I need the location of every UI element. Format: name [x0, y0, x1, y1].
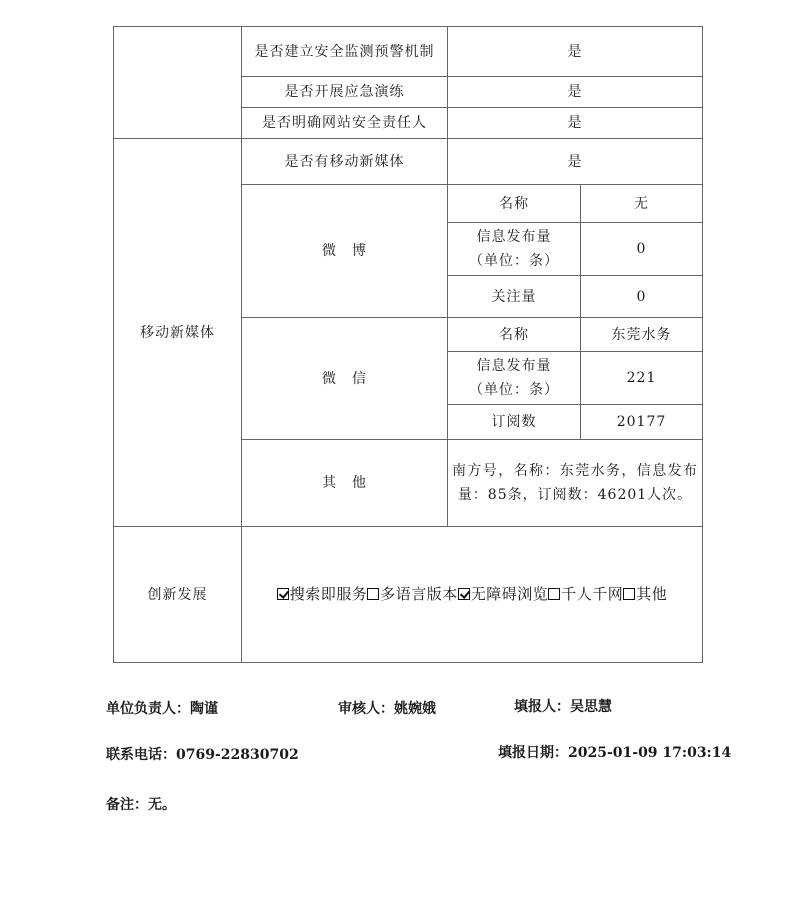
weibo-publish-value: 0 — [581, 223, 703, 276]
innovation-options — [242, 527, 703, 663]
wechat-subscribe-value: 20177 — [581, 405, 703, 440]
weibo-name-label: 名称 — [448, 185, 581, 223]
weibo-follow-label: 关注量 — [448, 276, 581, 318]
wechat-publish-label-line2: （单位：条） — [469, 382, 559, 398]
fill-date: 填报日期：2025-01-09 17:03:14 — [498, 745, 732, 761]
other-media-value: 南方号，名称：东莞水务，信息发布量：85条，订阅数：46201人次。 — [448, 440, 703, 527]
responsible-person: 单位负责人：陶谨 — [106, 701, 218, 717]
responsible-person-label: 是否明确网站安全责任人 — [242, 108, 448, 139]
remark: 备注：无。 — [106, 797, 176, 813]
drill-value: 是 — [448, 77, 703, 108]
has-mobile-media-value: 是 — [448, 139, 703, 185]
wechat-subscribe-label: 订阅数 — [448, 405, 581, 440]
table-row — [114, 527, 703, 663]
wechat-name-label: 名称 — [448, 318, 581, 352]
responsible-person-value: 是 — [448, 108, 703, 139]
table-row — [114, 139, 703, 185]
has-mobile-media-label: 是否有移动新媒体 — [242, 139, 448, 185]
monitoring-label: 是否建立安全监测预警机制 — [242, 27, 448, 77]
option-accessibility: 无障碍浏览 — [470, 585, 549, 603]
checkbox-other[interactable] — [623, 588, 635, 600]
weibo-publish-label-line2: （单位：条） — [469, 253, 559, 269]
form-filler: 填报人：吴思慧 — [514, 699, 612, 715]
wechat-label: 微 信 — [242, 318, 448, 440]
report-table — [113, 26, 703, 663]
wechat-publish-label — [448, 352, 581, 405]
option-personalized: 千人千网 — [561, 585, 624, 603]
wechat-publish-label-line1: 信息发布量 — [476, 358, 552, 374]
weibo-label: 微 博 — [242, 185, 448, 318]
table-row — [114, 27, 703, 77]
mobile-media-section-label: 移动新媒体 — [114, 139, 242, 527]
option-other: 其他 — [636, 585, 668, 603]
weibo-publish-label — [448, 223, 581, 276]
wechat-name-value: 东莞水务 — [581, 318, 703, 352]
checkbox-accessibility[interactable] — [458, 588, 470, 600]
option-search-service: 搜索即服务 — [289, 585, 368, 603]
monitoring-value: 是 — [448, 27, 703, 77]
checkbox-personalized[interactable] — [548, 588, 560, 600]
weibo-publish-label-line1: 信息发布量 — [476, 229, 552, 245]
contact-phone: 联系电话：0769-22830702 — [106, 747, 299, 763]
innovation-label: 创新发展 — [114, 527, 242, 663]
wechat-publish-value: 221 — [581, 352, 703, 405]
weibo-follow-value: 0 — [581, 276, 703, 318]
security-section-cell — [114, 27, 242, 139]
other-media-label: 其 他 — [242, 440, 448, 527]
option-multilingual: 多语言版本 — [380, 585, 458, 603]
reviewer: 审核人：姚婉娥 — [338, 701, 436, 717]
weibo-name-value: 无 — [581, 185, 703, 223]
innovation-option-list — [277, 585, 668, 603]
checkbox-multilingual[interactable] — [367, 588, 379, 600]
checkbox-search-service[interactable] — [277, 588, 289, 600]
drill-label: 是否开展应急演练 — [242, 77, 448, 108]
